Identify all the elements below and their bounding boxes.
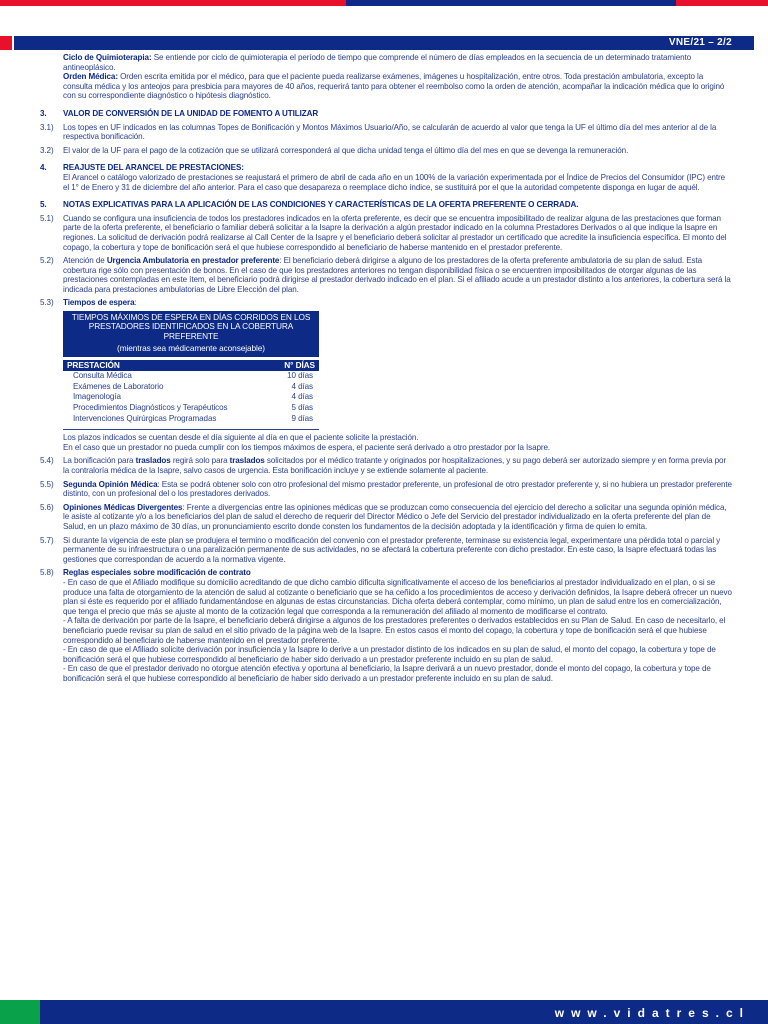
table-row: Imagenología 4 días (73, 392, 313, 402)
top-stripe-red (0, 0, 346, 6)
item-5-1: 5.1) Cuando se configura una insuficiencia de todos los prestadores indicados en la oferta preferente, es decir que se encuentra imposibilitado de realizar alguna de las prestaciones que forman parte de la oferta preferente, el beneficiario o familiar deberá solicitar a la Isapre la derivación a algún prestador indicado en la columna Prestadores Derivados o al que indique la Isapre en regiones. La solicitud de derivación podrá realizarse al Call Center de la Isapre y el beneficiario deberá solicitar al prestador un certificado que acredite la insuficiencia específica. El monto del copago, la cobertura y tope de bonificación será el que hubiese correspondido al beneficiario de haberse mantenido en el prestador preferente. (40, 213, 727, 252)
item-5-3: 5.3) Tiempos de espera: (40, 298, 137, 308)
item-5-7: 5.7) Si durante la vigencia de este plan se produjera el termino o modificación del convenio con el prestador preferente, terminase su existencia legal, experimentare una pérdida total o parcial y permanente de su infraestructura o una paralización permanente de sus actividades, no se afectará la cobertura preferente con dicho prestador. En este caso, la Isapre efectuará todas las gestiones que correspondan de acuerdo a la normativa vigente. (40, 535, 721, 564)
item-5-5: 5.5) Segunda Opinión Médica: Esta se podrá obtener solo con otro profesional del mismo prestador preferente, un profesional de otro prestador preferente y, si no hubiera un prestador preferente distinto, con un profesional del o los prestadores derivados. (40, 479, 732, 499)
top-stripe-blue (346, 0, 676, 6)
waiting-times-table-header (63, 311, 319, 357)
item-5-2: 5.2) Atención de Urgencia Ambulatoria en prestador preferente: El beneficiario deberá dirigirse a alguno de los prestadores de la oferta preferente ambulatoria de su plan de salud. Esta cobertura rige sólo con presentación de bonos. En el caso de que los prestadores anteriores no tengan disponibilidad física o se encuentren imposibilitados de otorgar algunas de las prestaciones contempladas en este ítem, el beneficiario podrá dirigirse al prestador derivado indicado en el plan. Si el afiliado acude a un prestador distinto a los anteriores, la cobertura será la indicada para prestaciones ambulatorias de Libre Elección del plan. (40, 256, 731, 294)
item-3-1: 3.1) Los topes en UF indicados en las columnas Topes de Bonificación y Montos Máximos Usuario/Año, se calcularán de acuerdo al valor que tenga la UF el último día del mes anterior al de la respectiva bonificación. (40, 122, 717, 142)
rule-paragraph: - En caso de que el Afiliado solicite derivación por insuficiencia y la Isapre lo derive a un prestador distinto de los indicados en su plan de salud, el monto del copago, la cobertura y tope de bonificación será el que hubiese correspondido al beneficiario de haber sido derivado a un prestador preferente incluido en su plan de salud. (63, 645, 716, 664)
table-row: Exámenes de Laboratorio 4 días (73, 381, 313, 391)
definition-orden-medica: Orden Médica: Orden escrita emitida por el médico, para que el paciente pueda realizarse exámenes, imágenes u hospitalización, entre otros. Toda prestación ambulatoria, excepto la consulta médica y los anteojos para presbicia para mayores de 40 años, requerirá tanto para obtener el reembolso como la orden de atención, acompañar la indicación médica que lo originó con su correspondiente diagnóstico o hipótesis diagnóstico. (63, 72, 725, 101)
rule-paragraph: - En caso de que el prestador derivado no otorgue atención efectiva y oportuna al beneficiario, la Isapre derivará a un nuevo prestador, donde el monto del copago, la cobertura y tope de bonificación será el que hubiese correspondido al beneficiario de haber sido derivado a un prestador preferente incluido en su plan de salud. (63, 664, 711, 683)
item-3-2: 3.2) El valor de la UF para el pago de la cotización que se utilizará corresponderá al que dicha unidad tenga el último día del mes en que se devenga la remuneración. (40, 145, 629, 155)
item-5-6: 5.6) Opiniones Médicas Divergentes: Frente a divergencias entre las opiniones médicas que se produzcan como consecuencia del ejercicio del derecho a solicitar una segunda opinión médica, le asiste al cotizante y/o a los beneficiarios del plan de salud el derecho de requerir del Director Médico o Jefe del Servicio del prestador individualizado en la oferta preferente del plan de Salud, en un plazo máximo de 30 días, un pronunciamiento escrito donde consten los fundamentos de la decisión adoptada y la identificación y firma de quien lo emita. (40, 502, 727, 531)
table-row: Consulta Médica 10 días (73, 371, 313, 381)
definition-quimioterapia: Ciclo de Quimioterapia: Se entiende por ciclo de quimioterapia el período de tiempo que comprende el número de días empleados en la secuencia de un determinado tratamiento antineoplásico. (63, 53, 692, 72)
top-stripe-red-right (676, 0, 768, 6)
header-bar (14, 36, 754, 50)
section-5-heading: 5. NOTAS EXPLICATIVAS PARA LA APLICACIÓN DE LAS CONDICIONES Y CARACTERÍSTICAS DE LA OFERTA PREFERENTE O CERRADA. (40, 200, 579, 210)
item-5-4: 5.4) La bonificación para traslados regirá solo para traslados solicitados por el médico tratante y originados por hospitalizaciones, y su pago deberá ser autorizado siempre y en forma previa por la contraloría médica de la Isapre, salvo casos de urgencia. Esta bonificación incluye y se extiende solamente al paciente. (40, 456, 727, 476)
waiting-times-note-1: Los plazos indicados se cuentan desde el día siguiente al día en que el paciente solicite la prestación. (63, 433, 419, 443)
table-bottom-rule (63, 426, 319, 430)
waiting-times-table (63, 311, 319, 430)
document-body (40, 53, 732, 684)
section-3-heading: 3. VALOR DE CONVERSIÓN DE LA UNIDAD DE FOMENTO A UTILIZAR (40, 108, 319, 118)
footer-green-block (0, 1000, 40, 1024)
rule-paragraph: - A falta de derivación por parte de la Isapre, el beneficiario deberá dirigirse a algunos de los prestadores preferentes o derivados establecidos en su Plan de Salud. En caso de necesitarlo, el beneficiario puede revisar su plan de salud en el sitio privado de la página web de la Isapre. En estos casos el monto del copago, la cobertura y tope de bonificación será el que hubiese correspondido al beneficiario de haberse mantenido en el prestador preferente. (63, 616, 726, 645)
column-prestacion: PRESTACIÓN (67, 359, 120, 370)
waiting-times-column-headers (63, 360, 319, 372)
document-reference: VNE/21 – 2/2 (668, 37, 732, 48)
waiting-times-title: TIEMPOS MÁXIMOS DE ESPERA EN DÍAS CORRIDOS EN LOS PRESTADORES IDENTIFICADOS EN LA COBERTURA PREFERENTE (71, 312, 311, 341)
header-red-tab (0, 36, 12, 50)
item-5-8: 5.8) Reglas especiales sobre modificación de contrato - En caso de que el Afiliado modifique su domicilio acreditando de que dicho cambio dificulta significativamente el acceso de los beneficiarios al prestador individualizado en el plan, o si se produce una falta de otorgamiento de la atención de salud al cotizante o beneficiario que se ha ceñido a los procedimientos de acceso y derivación definidos, la Isapre deberá ofrecer un nuevo plan si éste es requerido por el afiliado fundamentándose en algunas de estas circunstancias. Dicha oferta deberá contemplar, como mínimo, un plan de salud entre los en comercialización, que tenga el precio que más se ajuste al monto de la cotización legal que corresponda a la remuneración del afiliado al momento de modificarse el contrato. - A falta de derivación por parte de la Isapre, el beneficiario deberá dirigirse a algunos de los prestadores preferentes o derivados establecidos en su Plan de Salud. En caso de necesitarlo, el beneficiario puede revisar su plan de salud en el sitio privado de la página web de la Isapre. En estos casos el monto del copago, la cobertura y tope de bonificación será el que hubiese correspondido al beneficiario de haberse mantenido en el prestador preferente. - En caso de que el Afiliado solicite derivación por insuficiencia y la Isapre lo derive a un prestador distinto de los indicados en su plan de salud, el monto del copago, la cobertura y tope de bonificación será el que hubiese correspondido al beneficiario de haber sido derivado a un prestador preferente incluido en su plan de salud. - En caso de que el prestador derivado no otorgue atención efectiva y oportuna al beneficiario, la Isapre derivará a un nuevo prestador, donde el monto del copago, la cobertura y tope de bonificación será el que hubiese correspondido al beneficiario de haber sido derivado a un prestador preferente incluido en su plan de salud. (40, 568, 732, 683)
waiting-times-note-2: En el caso que un prestador no pueda cumplir con los tiempos máximos de espera, el paciente será derivado a otro prestador por la Isapre. (63, 442, 551, 452)
waiting-times-subtitle: (mientras sea médicamente aconsejable) (117, 343, 265, 354)
section-4-heading: 4. REAJUSTE DEL ARANCEL DE PRESTACIONES: (40, 163, 244, 173)
section-4-text: El Arancel o catálogo valorizado de prestaciones se reajustará el primero de abril de cada año en un 100% de la variación experimentada por el Índice de Precios del Consumidor (IPC) entre el 1° de Enero y 31 de diciembre del año anterior. Para el caso que desapareza o reemplace dicho índice, se sustituirá por el que la autoridad competente disponga en lugar de aquél. (63, 172, 726, 192)
column-dias: N° DÍAS (284, 359, 315, 370)
top-color-stripe (0, 0, 768, 6)
table-row: Intervenciones Quirúrgicas Programadas 9 días (73, 413, 313, 423)
table-row: Procedimientos Diagnósticos y Terapéuticos 5 días (73, 403, 313, 413)
rule-paragraph: - En caso de que el Afiliado modifique su domicilio acreditando de que dicho cambio dificulta significativamente el acceso de los beneficiarios al prestador individualizado en el plan, o si se produce una falta de otorgamiento de la atención de salud al cotizante o beneficiario que se ha ceñido a los procedimientos de acceso y derivación definidos, la Isapre deberá ofrecer un nuevo plan si éste es requerido por el afiliado fundamentándose en algunas de estas circunstancias. Dicha oferta deberá contemplar, como mínimo, un plan de salud entre los en comercialización, que tenga el precio que más se ajuste al monto de la cotización legal que corresponda a la remuneración del afiliado al momento de modificarse el contrato. (63, 577, 732, 616)
footer-website-link[interactable]: www.vidatres.cl (554, 1006, 750, 1020)
